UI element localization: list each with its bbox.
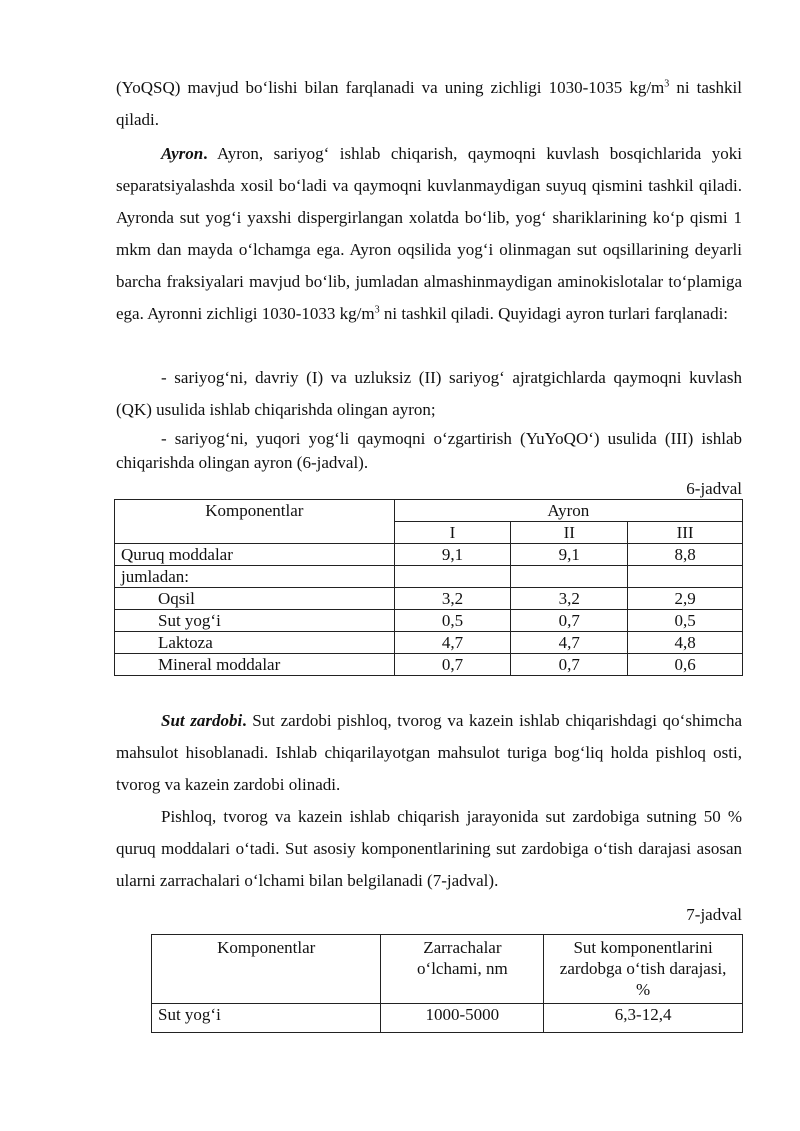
paragraph-sut-zardobi [116,705,742,801]
term-sut-zardobi: Sut zardobi. [161,711,247,730]
table-header-cell: I [394,522,511,544]
table-cell: 0,7 [511,654,628,676]
table-row [115,588,743,610]
row-label: Mineral moddalar [115,654,395,676]
paragraph-text: ni tashkil qiladi. Quyidagi ayron turlari farqlanadi: [379,304,729,323]
table-header-cell: Komponentlar [115,500,395,544]
paragraph-text: ni tashkil qiladi. [116,78,742,129]
paragraph-text: (YoQSQ) mavjud bo‘lishi bilan farqlanadi va uning zichligi 1030-1035 kg/m [116,78,665,97]
bullet-item: - sariyog‘ni, davriy (I) va uzluksiz (II) sariyog‘ ajratgichlarda qaymoqni kuvlash (QK) usulida ishlab chiqarishda olingan ayron; [116,368,742,419]
superscript: 3 [664,78,670,90]
paragraph-ayron [116,138,742,330]
row-label: Sut yog‘i [115,610,395,632]
table-cell: 4,7 [394,632,511,654]
table-cell: 0,7 [511,610,628,632]
paragraph-density [116,72,742,136]
table-cell: 8,8 [628,544,743,566]
table-cell: 6,3-12,4 [544,1004,743,1033]
table-cell: 0,5 [394,610,511,632]
row-label: Oqsil [115,588,395,610]
table-cell: 9,1 [511,544,628,566]
superscript: 3 [374,304,380,316]
table-cell: 2,9 [628,588,743,610]
table-cell: 0,5 [628,610,743,632]
table-cell: 9,1 [394,544,511,566]
table-header-cell: Ayron [394,500,742,522]
table-cell [511,566,628,588]
table-header-cell: Zarrachalar o‘lchami, nm [381,935,544,1004]
table-header-cell: II [511,522,628,544]
table-cell: 4,8 [628,632,743,654]
table-row [115,566,743,588]
table-row [115,610,743,632]
table-7 [151,934,743,1033]
table-row [115,654,743,676]
table-cell: 1000-5000 [381,1004,544,1033]
row-label: jumladan: [115,566,395,588]
table-cell: 0,7 [394,654,511,676]
table-cell: 0,6 [628,654,743,676]
table-cell [394,566,511,588]
term-ayron: Ayron. [161,144,208,163]
row-label: Quruq moddalar [115,544,395,566]
bullet-item: - sariyog‘ni, yuqori yog‘li qaymoqni o‘zgartirish (YuYoQO‘) usulida (III) ishlab chiqarishda olingan ayron (6-jadval). [116,429,742,472]
table-cell: 3,2 [394,588,511,610]
table-cell [628,566,743,588]
row-label: Sut yog‘i [152,1004,381,1033]
paragraph-text: Ayron, sariyog‘ ishlab chiqarish, qaymoqni kuvlash bosqichlarida yoki separatsiyalashda xosil bo‘ladi va qaymoqni kuvlanmaydigan suyuq qismini tashkil qiladi. Ayronda sut yog‘i yaxshi dispergirlangan xolatda bo‘lib, yog‘ shariklarining ko‘p qismi 1 mkm dan mayda o‘lchamga ega. Ayron oqsilida yog‘i olinmagan sut oqsillarining deyarli barcha fraksiyalari mavjud bo‘lib, jumladan almashinmaydigan aminokislotalar to‘plamiga ega. Ayronni zichligi 1030-1033 kg/m [116,144,742,323]
table-header-cell: III [628,522,743,544]
row-label: Laktoza [115,632,395,654]
table-row [115,632,743,654]
table-row [115,544,743,566]
table-header-cell: Sut komponentlarini zardobga o‘tish darajasi, % [544,935,743,1004]
table-cell: 4,7 [511,632,628,654]
table-caption: 6-jadval [686,479,742,498]
table-6 [114,499,743,676]
paragraph-whey-transfer: Pishloq, tvorog va kazein ishlab chiqarish jarayonida sut zardobiga sutning 50 % quruq moddalari o‘tadi. Sut asosiy komponentlarining sut zardobiga o‘tish darajasi asosan ularni zarrachalari o‘lchami bilan belgilanadi (7-jadval). [116,807,742,890]
table-header-cell: Komponentlar [152,935,381,1004]
paragraph-text: Sut zardobi pishloq, tvorog va kazein ishlab chiqarishdagi qo‘shimcha mahsulot hisoblanadi. Ishlab chiqarilayotgan mahsulot turiga bog‘liq holda pishloq osti, tvorog va kazein zardobi olinadi. [116,711,742,794]
table-cell: 3,2 [511,588,628,610]
table-row [152,1004,743,1033]
table-caption: 7-jadval [686,905,742,924]
